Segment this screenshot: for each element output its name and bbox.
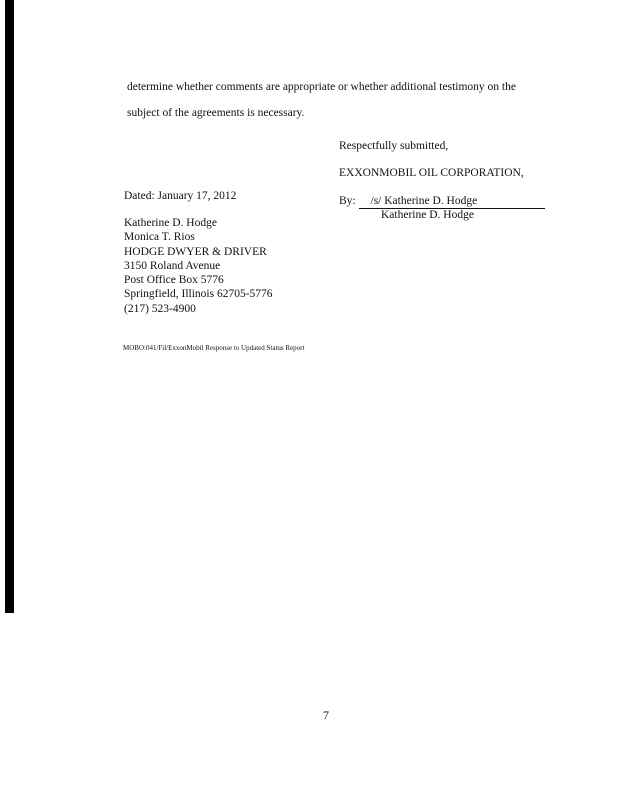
counsel-line: (217) 523-4900 bbox=[124, 302, 196, 315]
counsel-line: Monica T. Rios bbox=[124, 231, 195, 244]
counsel-line: Katherine D. Hodge bbox=[124, 217, 217, 229]
dated-line: Dated: January 17, 2012 bbox=[124, 190, 237, 202]
body-text-line-1: determine whether comments are appropriate or whether additional testimony on the bbox=[127, 81, 516, 93]
signature-field: /s/ Katherine D. Hodge bbox=[359, 194, 545, 209]
signature-line bbox=[339, 194, 545, 209]
by-label: By: bbox=[339, 195, 356, 207]
company-name: EXXONMOBIL OIL CORPORATION, bbox=[339, 167, 524, 179]
counsel-address-block bbox=[124, 216, 273, 316]
document-reference-code: MOBO:041/Fil/ExxonMobil Response to Updated Status Report bbox=[123, 344, 305, 352]
body-text-line-2: subject of the agreements is necessary. bbox=[127, 107, 305, 119]
closing-text: Respectfully submitted, bbox=[339, 140, 449, 152]
counsel-line: 3150 Roland Avenue bbox=[124, 259, 221, 272]
scan-edge-bar bbox=[5, 0, 14, 613]
counsel-line: Springfield, Illinois 62705-5776 bbox=[124, 288, 273, 301]
counsel-line: HODGE DWYER & DRIVER bbox=[124, 245, 267, 258]
page-number: 7 bbox=[323, 708, 329, 722]
signer-printed-name: Katherine D. Hodge bbox=[381, 209, 474, 221]
counsel-line: Post Office Box 5776 bbox=[124, 274, 224, 287]
